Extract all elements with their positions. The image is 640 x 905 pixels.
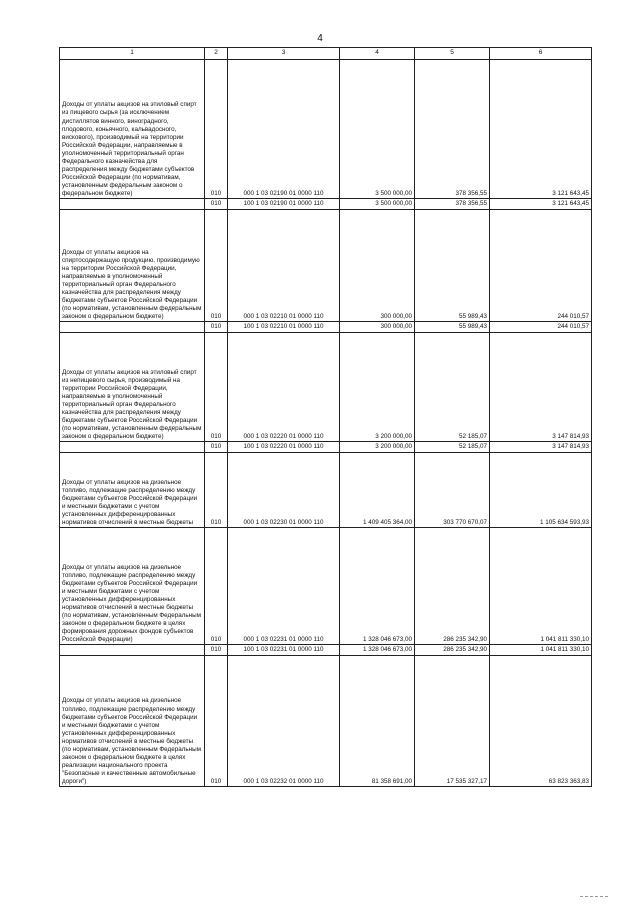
remaining-amount: 1 105 634 593,93 xyxy=(490,453,592,528)
page-number: 4 xyxy=(317,33,323,44)
empty-cell xyxy=(60,322,205,333)
budget-code: 000 1 03 02190 01 0000 110 xyxy=(228,60,340,199)
budget-code: 000 1 03 02210 01 0000 110 xyxy=(228,210,340,322)
row-description: Доходы от уплаты акцизов на этиловый спирт из пищевого сырья (за исключением дистиллятов винного, виноградного, плодового, коньячного, кальвадосного, вискового), производимый на территории Российской Федерации, направляемые в уполномоченный территориальный орган Федерального казначейства для распределения между бюджетами субъектов Российской Федерации (по нормативам, установленным федеральным законом о федеральном бюджете) xyxy=(60,60,205,199)
remaining-amount: 1 041 811 330,10 xyxy=(490,645,592,656)
remaining-amount: 3 121 643,45 xyxy=(490,199,592,210)
row-description: Доходы от уплаты акцизов на дизельное топливо, подлежащие распределению между бюджетами субъектов Российской Федерации и местными бюджетами с учетом установленных дифференцированных нормативов отчислений в местные бюджеты (по нормативам, установленным Федеральным законом о федеральном бюджете в целях реализации национального проекта "Безопасные и качественные автомобильные дороги") xyxy=(60,656,205,787)
approved-amount: 1 409 405 364,00 xyxy=(340,453,415,528)
line-code: 010 xyxy=(205,199,228,210)
line-code: 010 xyxy=(205,322,228,333)
budget-code: 000 1 03 02220 01 0000 110 xyxy=(228,333,340,442)
remaining-amount: 3 121 643,45 xyxy=(490,60,592,199)
table-subrow xyxy=(60,442,592,453)
row-description: Доходы от уплаты акцизов на дизельное топливо, подлежащие распределению между бюджетами субъектов Российской Федерации и местными бюджетами с учетом установленных дифференцированных нормативов отчислений в местные бюджеты (по нормативам, установленным Федеральным законом о федеральном бюджете в целях формирования дорожных фондов субъектов Российской Федерации) xyxy=(60,528,205,645)
executed-amount: 286 235 342,90 xyxy=(415,528,490,645)
row-description: Доходы от уплаты акцизов на дизельное топливо, подлежащие распределению между бюджетами субъектов Российской Федерации и местными бюджетами с учетом установленных дифференцированных нормативов отчислений в местные бюджеты xyxy=(60,453,205,528)
approved-amount: 3 500 000,00 xyxy=(340,60,415,199)
executed-amount: 286 235 342,90 xyxy=(415,645,490,656)
line-code: 010 xyxy=(205,656,228,787)
remaining-amount: 3 147 814,93 xyxy=(490,333,592,442)
table-row xyxy=(60,453,592,528)
executed-amount: 55 989,43 xyxy=(415,210,490,322)
column-header: 5 xyxy=(415,48,490,60)
column-header: 6 xyxy=(490,48,592,60)
budget-code: 000 1 03 02231 01 0000 110 xyxy=(228,528,340,645)
column-header-row xyxy=(60,48,592,60)
table-subrow xyxy=(60,645,592,656)
line-code: 010 xyxy=(205,60,228,199)
column-header: 1 xyxy=(60,48,205,60)
line-code: 010 xyxy=(205,442,228,453)
table-subrow xyxy=(60,199,592,210)
table-row xyxy=(60,528,592,645)
column-header: 3 xyxy=(228,48,340,60)
page-edge-mark xyxy=(580,896,608,897)
executed-amount: 17 535 327,17 xyxy=(415,656,490,787)
remaining-amount: 244 010,57 xyxy=(490,322,592,333)
empty-cell xyxy=(60,199,205,210)
line-code: 010 xyxy=(205,453,228,528)
executed-amount: 55 989,43 xyxy=(415,322,490,333)
approved-amount: 3 500 000,00 xyxy=(340,199,415,210)
budget-code: 000 1 03 02232 01 0000 110 xyxy=(228,656,340,787)
budget-code: 100 1 03 02220 01 0000 110 xyxy=(228,442,340,453)
table-row xyxy=(60,210,592,322)
executed-amount: 378 356,55 xyxy=(415,199,490,210)
approved-amount: 1 328 046 673,00 xyxy=(340,645,415,656)
remaining-amount: 244 010,57 xyxy=(490,210,592,322)
empty-cell xyxy=(60,442,205,453)
table-row xyxy=(60,656,592,787)
table-row xyxy=(60,333,592,442)
column-header: 2 xyxy=(205,48,228,60)
approved-amount: 1 328 046 673,00 xyxy=(340,528,415,645)
approved-amount: 3 200 000,00 xyxy=(340,333,415,442)
table-subrow xyxy=(60,322,592,333)
line-code: 010 xyxy=(205,210,228,322)
approved-amount: 300 000,00 xyxy=(340,322,415,333)
line-code: 010 xyxy=(205,528,228,645)
budget-code: 100 1 03 02190 01 0000 110 xyxy=(228,199,340,210)
line-code: 010 xyxy=(205,333,228,442)
revenue-table xyxy=(59,47,592,787)
empty-cell xyxy=(60,645,205,656)
row-description: Доходы от уплаты акцизов на спиртосодержащую продукцию, производимую на территории Российской Федерации, направляемые в уполномоченный территориальный орган Федерального казначейства для распределения между бюджетами субъектов Российской Федерации (по нормативам, установленным федеральным законом о федеральном бюджете) xyxy=(60,210,205,322)
table-row xyxy=(60,60,592,199)
remaining-amount: 63 823 363,83 xyxy=(490,656,592,787)
budget-code: 100 1 03 02210 01 0000 110 xyxy=(228,322,340,333)
approved-amount: 81 358 691,00 xyxy=(340,656,415,787)
executed-amount: 303 770 670,07 xyxy=(415,453,490,528)
remaining-amount: 3 147 814,93 xyxy=(490,442,592,453)
line-code: 010 xyxy=(205,645,228,656)
executed-amount: 378 356,55 xyxy=(415,60,490,199)
budget-code: 000 1 03 02230 01 0000 110 xyxy=(228,453,340,528)
approved-amount: 300 000,00 xyxy=(340,210,415,322)
row-description: Доходы от уплаты акцизов на этиловый спирт из непищевого сырья, производимый на территории Российской Федерации, направляемые в уполномоченный территориальный орган Федерального казначейства для распределения между бюджетами субъектов Российской Федерации (по нормативам, установленным федеральным законом о федеральном бюджете) xyxy=(60,333,205,442)
executed-amount: 52 185,07 xyxy=(415,442,490,453)
executed-amount: 52 185,07 xyxy=(415,333,490,442)
budget-code: 100 1 03 02231 01 0000 110 xyxy=(228,645,340,656)
column-header: 4 xyxy=(340,48,415,60)
approved-amount: 3 200 000,00 xyxy=(340,442,415,453)
remaining-amount: 1 041 811 330,10 xyxy=(490,528,592,645)
